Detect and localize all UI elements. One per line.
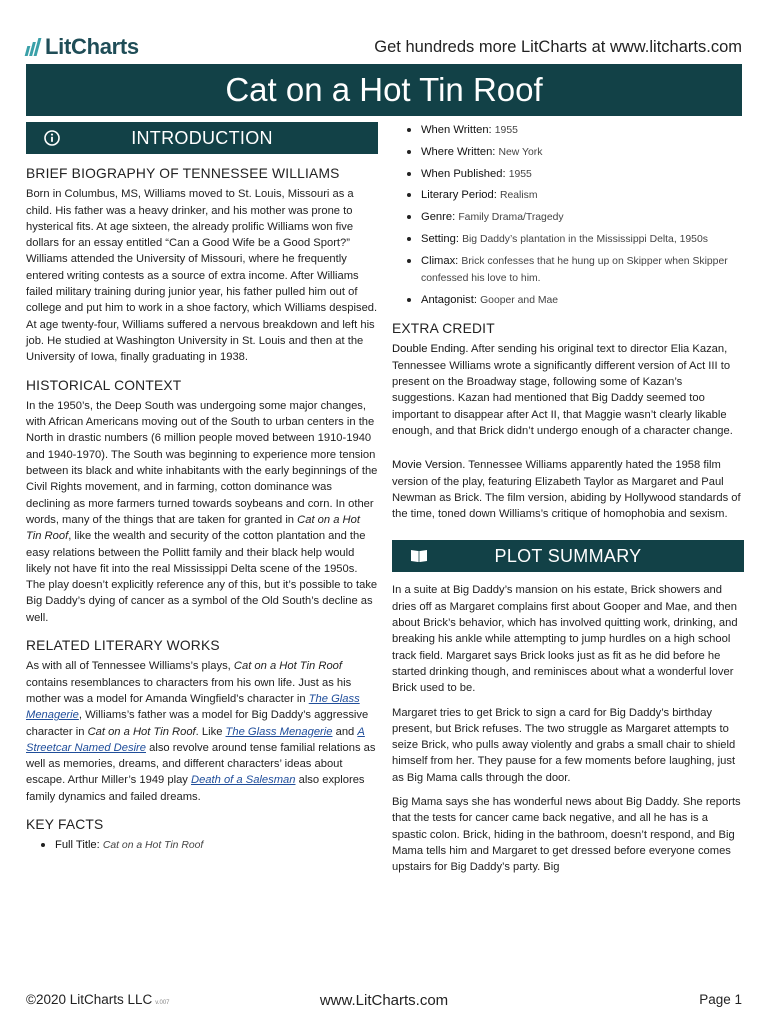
logo-bars-icon <box>26 38 39 56</box>
extra-credit-movie-version: Movie Version. Tennessee Williams apparently hated the 1958 film version of the play, featuring Elizabeth Taylor as Margaret and Paul Newman as Brick. The film version, abiding by Hollywood standards of the time, toned down Williams’s critique of homophobia and sexism. <box>392 459 741 521</box>
introduction-heading: INTRODUCTION <box>131 127 273 148</box>
key-fact-item: Climax: Brick confesses that he hung up on Skipper when Skipper confessed his love to him. <box>407 253 744 288</box>
key-fact-item: Setting: Big Daddy’s plantation in the Mississippi Delta, 1950s <box>407 231 744 248</box>
key-facts-list <box>26 837 378 854</box>
glass-menagerie-link[interactable]: The Glass Menagerie <box>26 692 360 722</box>
extra-credit-heading: EXTRA CREDIT <box>392 321 495 337</box>
plot-summary-heading: PLOT SUMMARY <box>494 546 642 567</box>
plot-summary-section-bar <box>392 540 744 572</box>
page-header <box>0 0 768 64</box>
death-of-a-salesman-link[interactable]: Death of a Salesman <box>191 774 296 787</box>
info-icon <box>44 130 60 146</box>
key-fact-item: Antagonist: Gooper and Mae <box>407 292 744 309</box>
introduction-section-bar <box>26 122 378 154</box>
version-label: v.007 <box>155 1000 170 1006</box>
litcharts-logo[interactable] <box>26 34 139 60</box>
related-works-heading: RELATED LITERARY WORKS <box>26 638 220 654</box>
page-title: Cat on a Hot Tin Roof <box>26 64 742 116</box>
plot-summary-paragraph: Margaret tries to get Brick to sign a card for Big Daddy’s birthday present, but Brick refuses. The two struggle as Margaret attempts to seize Brick, who pulls away violently and grabs a small chair to shield himself from her. They pause for a few moments before laughing, just as Big Mama calls through the door. <box>392 706 736 784</box>
related-works-text: As with all of Tennessee Williams’s plays, Cat on a Hot Tin Roof contains resemblances to characters from his own life. Just as his mother was a model for Amanda Wingfield’s character in The Glass Menagerie, Williams’s father was a model for Big Daddy’s aggressive character in Cat on a Hot Tin Roof. Like The Glass Menagerie and A Streetcar Named Desire also revolve around tense familial relations as well as memories, dreams, and different characters’ ideas about escape. Arthur Miller’s 1949 play Death of a Salesman also explores family dynamics and failed dreams. <box>26 660 376 803</box>
page-number: Page 1 <box>699 992 742 1007</box>
plot-summary-paragraph: In a suite at Big Daddy’s mansion on his estate, Brick showers and dries off as Margaret complains first about Gooper and Mae, and then about Brick’s behavior, which has involved quitting work, drinking, and breaking his ankle while attempting to jump hurdles on a high school track field. Margaret says Brick looks just as fit as he did before he started drinking though, and reminisces about what a wonderful lover Brick used to be. <box>392 584 738 695</box>
key-fact-item: Genre: Family Drama/Tragedy <box>407 209 744 226</box>
streetcar-named-desire-link[interactable]: A Streetcar Named Desire <box>26 725 365 754</box>
key-fact-item: When Written: 1955 <box>407 122 744 139</box>
open-book-icon <box>410 548 428 564</box>
key-facts-heading: KEY FACTS <box>26 816 104 832</box>
key-fact-item: When Published: 1955 <box>407 166 744 183</box>
biography-text: Born in Columbus, MS, Williams moved to St. Louis, Missouri as a child. His father was a heavy drinker, and his mother was prone to hysterical fits. At age sixteen, the already prolific Williams won five dollars for an essay entitled “Can a Good Wife be a Good Sport?” Williams attended the University of Missouri, where he frequently entered writing contests as a source of extra income. After Williams failed military training during junior year, his father pulled him out of college and put him to work in a shoe factory, which Williams despised. At age twenty-four, Williams suffered a nervous breakdown and left his job. He studied at Washington University in St. Louis and then at the University of Iowa, finally graduating in 1938. <box>26 188 378 364</box>
logo-text: LitCharts <box>45 34 139 59</box>
historical-context-text: In the 1950’s, the Deep South was undergoing some major changes, with African Americans moving out of the South to urban centers in the North in drastic numbers (6 million people moved between 1910-1940 and 1940-1970). The South was beginning to experience more tension between its black and white inhabitants with the early beginnings of the Civil Rights movement, and in farming, cotton dominance was declining as more farmers turned towards soybeans and corn. In other words, many of the things that are taken for granted in Cat on a Hot Tin Roof, like the wealth and security of the cotton plantation and the easy relations between the Pollitt family and their black help would likely not have fit into the real Mississippi Delta scene of the 1950s. The play doesn’t explicitly reference any of this, but it’s possible to take Big Daddy’s dying of cancer as a symbol of the Old South’s decline as well. <box>26 399 378 624</box>
plot-summary-paragraph: Big Mama says she has wonderful news about Big Daddy. She reports that the tests for cancer came back negative, and all he has is a spastic colon. Brick, hiding in the bathroom, doesn’t respond, and Big Mama tells him and Margaret to get dressed before everyone comes upstairs for Big Daddy’s party. Big <box>392 796 741 874</box>
key-fact-item: Literary Period: Realism <box>407 187 744 204</box>
historical-context-heading: HISTORICAL CONTEXT <box>26 377 182 393</box>
page-footer <box>26 992 742 1012</box>
header-tagline: Get hundreds more LitCharts at www.litcharts.com <box>374 38 742 56</box>
left-column <box>26 122 378 859</box>
biography-heading: BRIEF BIOGRAPHY OF TENNESSEE WILLIAMS <box>26 166 340 181</box>
key-facts-list-continued <box>392 122 744 309</box>
extra-credit-double-ending: Double Ending. After sending his original text to director Elia Kazan, Tennessee Williams wrote a significantly different version of Act III to present on the Broadway stage, following some of Kazan’s suggestions. Kazan had mentioned that Big Daddy seemed too important to disappear after Act II, that Maggie wasn’t clearly likable enough, and that Brick didn’t undergo enough of a character change. <box>392 343 733 437</box>
key-fact-item: Full Title: Cat on a Hot Tin Roof <box>41 837 378 854</box>
footer-site-link[interactable]: www.LitCharts.com <box>319 992 449 1009</box>
key-fact-item: Where Written: New York <box>407 144 744 161</box>
right-column <box>392 122 744 883</box>
copyright-text: ©2020 LitCharts LLC v.007 <box>26 992 170 1007</box>
glass-menagerie-link-2[interactable]: The Glass Menagerie <box>225 725 333 738</box>
